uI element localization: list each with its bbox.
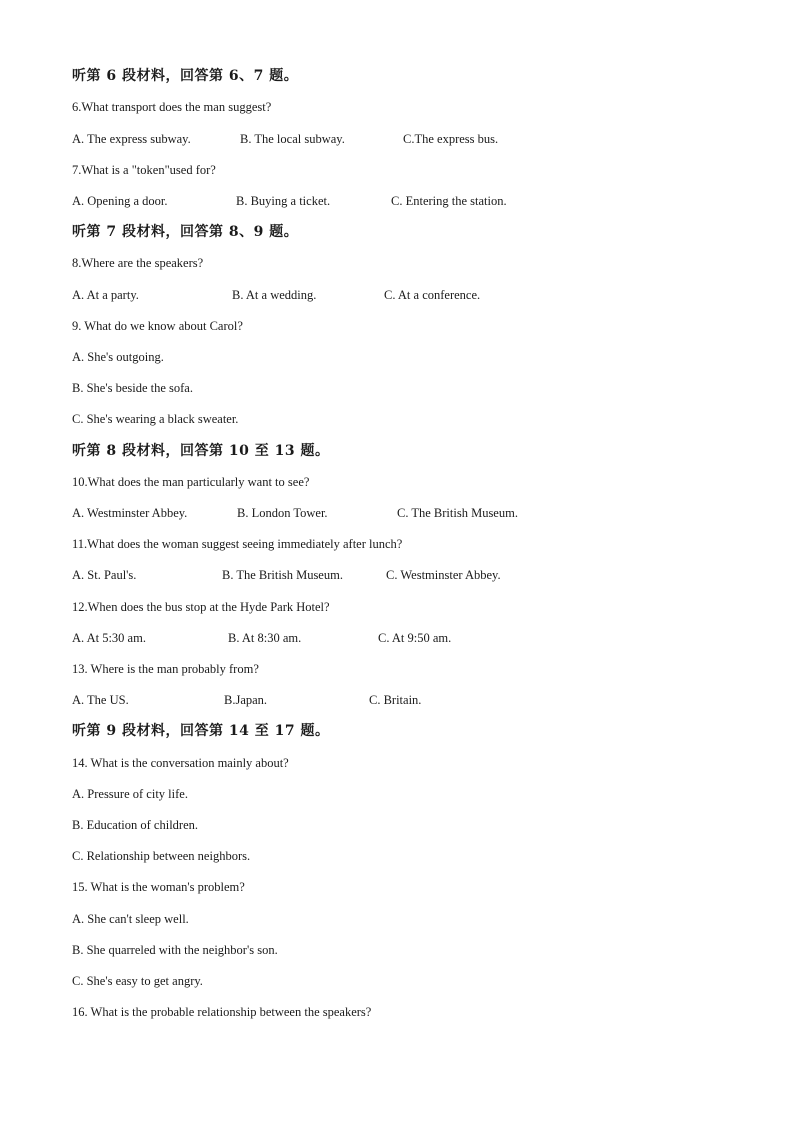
- question-7-stem: 7.What is a "token"used for?: [72, 163, 216, 177]
- question-6-option-b: B. The local subway.: [240, 132, 345, 146]
- question-13-option-a: A. The US.: [72, 693, 129, 707]
- section-heading-6: 听第 6 段材料，回答第 6、7 题。: [72, 68, 299, 84]
- question-9-option-b: B. She's beside the sofa.: [72, 381, 193, 395]
- question-8-option-b: B. At a wedding.: [232, 288, 317, 302]
- question-8-stem: 8.Where are the speakers?: [72, 256, 204, 270]
- question-10-option-c: C. The British Museum.: [397, 506, 518, 520]
- question-8-option-c: C. At a conference.: [384, 288, 481, 302]
- question-12-stem: 12.When does the bus stop at the Hyde Park Hotel?: [72, 600, 330, 614]
- question-13-option-b: B.Japan.: [224, 693, 268, 707]
- question-6-stem: 6.What transport does the man suggest?: [72, 100, 272, 114]
- question-12-option-a: A. At 5:30 am.: [72, 631, 146, 645]
- question-8-option-a: A. At a party.: [72, 288, 139, 302]
- question-7-option-c: C. Entering the station.: [391, 194, 507, 208]
- question-14-stem: 14. What is the conversation mainly about?: [72, 756, 289, 770]
- question-10-option-a: A. Westminster Abbey.: [72, 506, 188, 520]
- question-14-option-b: B. Education of children.: [72, 818, 199, 832]
- section-heading-7: 听第 7 段材料，回答第 8、9 题。: [72, 224, 299, 240]
- question-11-stem: 11.What does the woman suggest seeing immediately after lunch?: [72, 537, 403, 551]
- question-15-option-a: A. She can't sleep well.: [72, 912, 189, 926]
- question-10-stem: 10.What does the man particularly want to see?: [72, 475, 310, 489]
- question-12-option-c: C. At 9:50 am.: [378, 631, 452, 645]
- question-7-option-a: A. Opening a door.: [72, 194, 168, 208]
- question-6-option-a: A. The express subway.: [72, 132, 191, 146]
- question-9-option-a: A. She's outgoing.: [72, 350, 164, 364]
- section-heading-9: 听第 9 段材料，回答第 14 至 17 题。: [72, 723, 330, 739]
- question-13-stem: 13. Where is the man probably from?: [72, 662, 259, 676]
- question-11-option-c: C. Westminster Abbey.: [386, 568, 501, 582]
- question-14-option-a: A. Pressure of city life.: [72, 787, 188, 801]
- question-7-option-b: B. Buying a ticket.: [236, 194, 331, 208]
- question-13-option-c: C. Britain.: [369, 693, 422, 707]
- question-11-option-b: B. The British Museum.: [222, 568, 343, 582]
- question-6-option-c: C.The express bus.: [403, 132, 499, 146]
- question-9-stem: 9. What do we know about Carol?: [72, 319, 243, 333]
- question-10-option-b: B. London Tower.: [237, 506, 328, 520]
- question-14-option-c: C. Relationship between neighbors.: [72, 849, 251, 863]
- question-16-stem: 16. What is the probable relationship between the speakers?: [72, 1005, 372, 1019]
- question-15-option-b: B. She quarreled with the neighbor's son.: [72, 943, 278, 957]
- question-9-option-c: C. She's wearing a black sweater.: [72, 412, 239, 426]
- question-12-option-b: B. At 8:30 am.: [228, 631, 302, 645]
- question-15-stem: 15. What is the woman's problem?: [72, 880, 245, 894]
- section-heading-8: 听第 8 段材料，回答第 10 至 13 题。: [72, 443, 330, 459]
- question-11-option-a: A. St. Paul's.: [72, 568, 137, 582]
- question-15-option-c: C. She's easy to get angry.: [72, 974, 203, 988]
